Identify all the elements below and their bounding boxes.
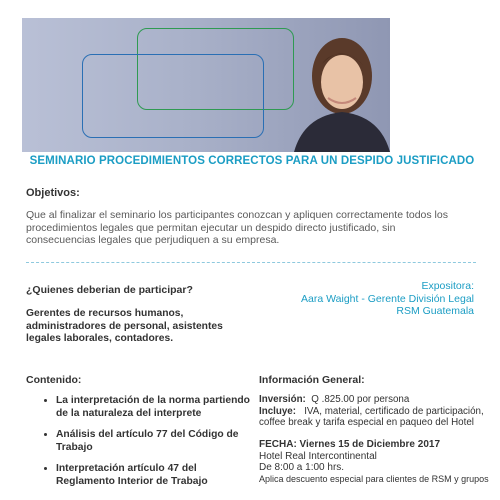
content-heading: Contenido: xyxy=(26,374,82,386)
participants-text: Gerentes de recursos humanos, administradores de personal, asistentes legales laborales, contadores. xyxy=(26,308,223,344)
objectives-text: Que al finalizar el seminario los participantes conozcan y apliquen correctamente todos los procedimientos legales que permitan ejecutar un despido directo justificado, sin consecuencias legales que perjudiquen a su empresa. xyxy=(26,209,448,246)
venue: Hotel Real Intercontinental xyxy=(259,450,377,462)
speaker-photo xyxy=(284,24,390,152)
general-info-heading: Información General: xyxy=(259,374,365,386)
includes-value: IVA, material, certificado de participación, coffee break y tarifa especial en paqueo del Hotel xyxy=(259,405,484,428)
seminar-title: SEMINARIO PROCEDIMIENTOS CORRECTOS PARA UN DESPIDO JUSTIFICADO xyxy=(29,155,475,167)
discount-note: Aplica descuento especial para clientes de RSM y grupos xyxy=(259,473,489,484)
investment-label: Inversión: xyxy=(259,394,306,405)
section-divider xyxy=(26,262,476,263)
includes-label: Incluye: xyxy=(259,405,297,417)
date-block xyxy=(259,439,489,484)
schedule: De 8:00 a 1:00 hrs. xyxy=(259,462,345,473)
speaker-name: Aara Waight - Gerente División Legal xyxy=(301,292,474,305)
speaker-heading: Expositora: xyxy=(421,280,474,292)
general-info-block xyxy=(259,394,489,429)
decorative-blue-frame xyxy=(82,54,264,138)
list-item: • La interpretación de la norma partiendo de la naturaleza del interprete xyxy=(56,395,256,420)
header-banner xyxy=(22,18,390,152)
list-item: • Análisis del artículo 77 del Código de Trabajo xyxy=(56,429,256,454)
content-list xyxy=(26,395,256,497)
date-label: FECHA: Viernes 15 de Diciembre 2017 xyxy=(259,439,441,450)
list-item: • Interpretación artículo 47 del Reglamento Interior de Trabajo xyxy=(56,463,256,488)
investment-value: Q .825.00 por persona xyxy=(311,394,410,405)
objectives-heading: Objetivos: xyxy=(26,187,80,199)
participants-heading: ¿Quienes deberian de participar? xyxy=(26,284,193,296)
speaker-block xyxy=(214,280,474,318)
speaker-organization: RSM Guatemala xyxy=(396,305,474,317)
